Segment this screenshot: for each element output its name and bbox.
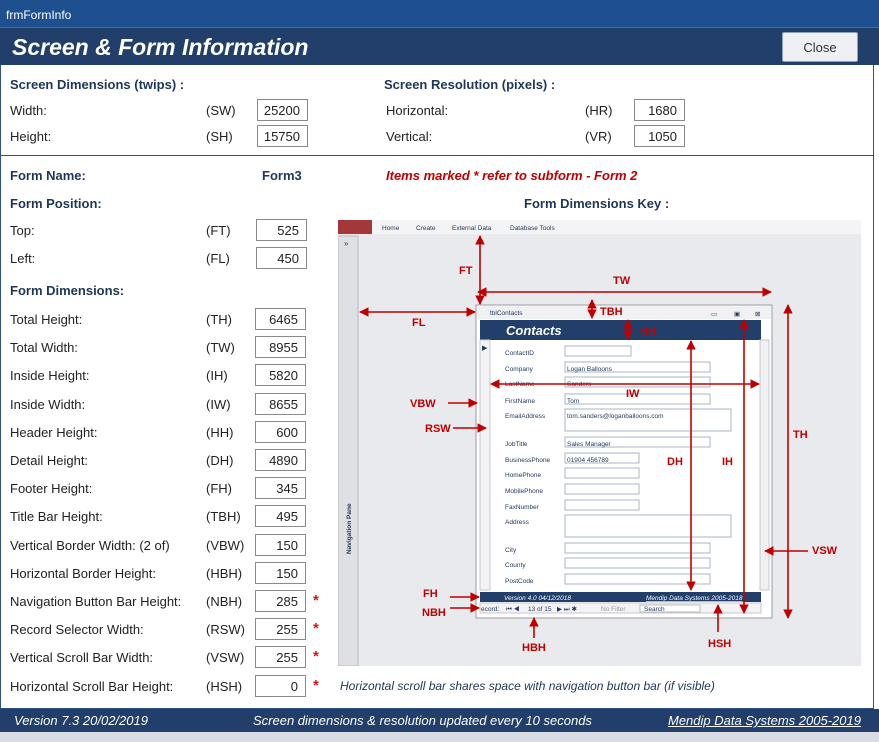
subform-note: Items marked * refer to subform - Form 2 bbox=[386, 168, 638, 183]
dim-label-vbw: Vertical Border Width: (2 of) bbox=[10, 537, 170, 553]
section-divider bbox=[1, 155, 873, 156]
dim-label-dh: Detail Height: bbox=[10, 453, 89, 468]
record-nav-prefix: ecord: bbox=[481, 606, 500, 613]
subform-field-label: FirstName bbox=[505, 398, 535, 405]
ribbon-tab-create: Create bbox=[416, 225, 436, 232]
dim-code-dh: (DH) bbox=[206, 453, 234, 468]
resolution-horizontal-code: (HR) bbox=[585, 103, 613, 118]
dim-field-tw[interactable]: 8955 bbox=[255, 336, 306, 358]
dim-field-hbh[interactable]: 150 bbox=[255, 562, 306, 584]
diagram-svg bbox=[338, 220, 861, 666]
footer-status: Screen dimensions & resolution updated every 10 seconds bbox=[253, 713, 592, 728]
navigation-pane-label: Navigation Pane bbox=[346, 503, 353, 554]
screen-width-code: (SW) bbox=[206, 103, 236, 118]
subform-field-label: BusinessPhone bbox=[505, 457, 551, 464]
subform-field-label: FaxNumber bbox=[505, 504, 539, 511]
subform-field-value: 01904 456789 bbox=[567, 457, 609, 464]
form-top-field[interactable]: 525 bbox=[256, 219, 307, 241]
subform-field-label: JobTitle bbox=[505, 441, 528, 448]
subform-marker: * bbox=[313, 620, 319, 638]
record-nav-search: Search bbox=[644, 606, 665, 613]
dim-code-ih: (IH) bbox=[206, 368, 228, 384]
subform-field-value: Tom bbox=[567, 398, 580, 405]
dim-label-tw: Total Width: bbox=[10, 340, 78, 356]
dim-label-fl: FL bbox=[412, 317, 426, 329]
dim-label-ft: FT bbox=[459, 265, 473, 277]
subform-field-label: EmailAddress bbox=[505, 413, 546, 420]
dim-label-vsw: Vertical Scroll Bar Width: bbox=[10, 650, 154, 666]
dim-code-hbh: (HBH) bbox=[206, 565, 243, 581]
dim-label-iw: IW bbox=[626, 388, 640, 400]
dim-code-vbw: (VBW) bbox=[206, 537, 245, 553]
subform-field-box bbox=[565, 543, 710, 553]
subform-tab: tblContacts bbox=[490, 310, 523, 317]
subform-restore-icon: ▣ bbox=[734, 311, 741, 318]
subform-marker: * bbox=[313, 648, 319, 666]
dim-field-tbh[interactable]: 495 bbox=[255, 505, 306, 527]
subform-field-label: Address bbox=[505, 519, 529, 526]
nav-pane-chevron-icon: » bbox=[344, 239, 349, 248]
resolution-horizontal-label: Horizontal: bbox=[386, 103, 449, 118]
close-button[interactable]: Close bbox=[782, 32, 858, 62]
dim-code-iw: (IW) bbox=[206, 396, 231, 412]
ribbon-tab-database-tools: Database Tools bbox=[510, 225, 555, 232]
form-position-heading: Form Position: bbox=[10, 196, 102, 211]
ribbon-tab-external-data: External Data bbox=[452, 225, 492, 232]
screen-dimensions-heading: Screen Dimensions (twips) : bbox=[10, 77, 185, 92]
dim-label-hh: Header Height: bbox=[10, 424, 98, 440]
dim-label-ih: Inside Height: bbox=[10, 368, 90, 384]
dim-label-rsw: RSW bbox=[425, 423, 451, 435]
screen-height-label: Height: bbox=[10, 129, 52, 144]
form-name-label: Form Name: bbox=[10, 168, 86, 183]
form-top-code: (FT) bbox=[206, 223, 231, 238]
form-dimensions-key-diagram bbox=[338, 220, 861, 666]
dim-label-hsh: Horizontal Scroll Bar Height: bbox=[10, 678, 174, 694]
ribbon-tab-home: Home bbox=[382, 225, 400, 232]
subform-field-label: PostCode bbox=[505, 578, 534, 585]
dim-code-vsw: (VSW) bbox=[206, 650, 245, 666]
subform-field-box bbox=[565, 468, 639, 478]
subform-field-label: MobilePhone bbox=[505, 488, 543, 495]
dim-label-tw: TW bbox=[613, 275, 631, 287]
form-left-field[interactable]: 450 bbox=[256, 247, 307, 269]
dim-label-ih: IH bbox=[722, 456, 733, 468]
dim-label-fh: Footer Height: bbox=[10, 481, 93, 497]
dim-label-nbh: Navigation Button Bar Height: bbox=[10, 594, 182, 609]
subform-field-label: LastName bbox=[505, 381, 535, 388]
form-dimensions-key-heading: Form Dimensions Key : bbox=[524, 196, 670, 211]
subform-field-label: HomePhone bbox=[505, 472, 542, 479]
page-title: Screen & Form Information bbox=[12, 34, 309, 60]
resolution-horizontal-field[interactable]: 1680 bbox=[634, 99, 685, 121]
subform-field-label: ContactID bbox=[505, 350, 534, 357]
subform-vertical-scrollbar bbox=[760, 340, 769, 590]
subform-footer-version: Version 4.0 04/12/2018 bbox=[504, 595, 571, 602]
subform-field-box bbox=[565, 515, 731, 537]
dim-code-hsh: (HSH) bbox=[206, 678, 243, 694]
subform-field-box bbox=[565, 500, 639, 510]
record-nav-next-icon: ▶ ⏭ ✱ bbox=[557, 606, 577, 613]
form-dimensions-heading: Form Dimensions: bbox=[10, 283, 125, 298]
record-nav-filter: No Filter bbox=[601, 606, 626, 613]
subform-minimize-icon: ▭ bbox=[711, 311, 718, 318]
subform-marker: * bbox=[313, 592, 319, 609]
subform-field-label: County bbox=[505, 562, 526, 569]
dim-label-th: Total Height: bbox=[10, 312, 83, 327]
record-selector bbox=[480, 340, 490, 590]
dim-label-hsh: HSH bbox=[708, 638, 732, 650]
subform-field-label: City bbox=[505, 547, 517, 554]
dim-code-nbh: (NBH) bbox=[206, 594, 243, 609]
dim-label-dh: DH bbox=[667, 456, 683, 468]
dim-label-hbh: HBH bbox=[522, 642, 546, 654]
dim-field-vbw[interactable]: 150 bbox=[255, 534, 306, 556]
form-header bbox=[0, 27, 879, 65]
screen-height-code: (SH) bbox=[206, 129, 233, 144]
screen-height-field[interactable]: 15750 bbox=[257, 125, 308, 147]
subform-marker: * bbox=[313, 676, 319, 694]
window-bottom-edge bbox=[0, 732, 879, 742]
dim-code-hh: (HH) bbox=[206, 424, 234, 440]
window-title: frmFormInfo bbox=[0, 0, 879, 27]
subform-field-value: Sales Manager bbox=[567, 441, 611, 448]
dim-code-fh: (FH) bbox=[206, 481, 232, 497]
dim-label-vbw: VBW bbox=[410, 398, 436, 410]
dim-label-tbh: TBH bbox=[600, 306, 623, 318]
dim-field-iw[interactable]: 8655 bbox=[255, 393, 306, 415]
subform-close-icon: ⊠ bbox=[755, 311, 761, 318]
dim-field-hh[interactable]: 600 bbox=[255, 421, 306, 443]
resolution-vertical-field[interactable]: 1050 bbox=[634, 125, 685, 147]
dim-field-rsw[interactable]: 255 bbox=[255, 618, 306, 640]
screen-width-field[interactable]: 25200 bbox=[257, 99, 308, 121]
footer-copyright-link[interactable]: Mendip Data Systems 2005-2019 bbox=[668, 713, 861, 728]
screen-width-label: Width: bbox=[10, 103, 47, 118]
dim-field-hsh[interactable]: 0 bbox=[255, 675, 306, 697]
resolution-vertical-label: Vertical: bbox=[386, 129, 433, 144]
subform-footer-copyright: Mendip Data Systems 2005-2018 bbox=[646, 595, 743, 602]
dim-field-ih[interactable]: 5820 bbox=[255, 364, 306, 386]
form-top-label: Top: bbox=[10, 223, 35, 238]
file-tab bbox=[338, 220, 372, 234]
dim-field-dh[interactable]: 4890 bbox=[255, 449, 306, 471]
dim-code-rsw: (RSW) bbox=[206, 622, 245, 638]
dim-code-tw: (TW) bbox=[206, 340, 235, 356]
dim-label-nbh: NBH bbox=[422, 607, 446, 619]
form-left-label: Left: bbox=[10, 251, 36, 266]
dim-label-iw: Inside Width: bbox=[10, 396, 86, 412]
subform-field-box bbox=[565, 346, 631, 356]
record-nav-position: 13 of 15 bbox=[528, 606, 552, 613]
subform-field-label: Company bbox=[505, 366, 533, 373]
dim-field-nbh[interactable]: 285 bbox=[255, 590, 306, 612]
dim-label-tbh: Title Bar Height: bbox=[10, 509, 103, 525]
subform-field-box bbox=[565, 574, 710, 584]
dim-code-th: (TH) bbox=[206, 312, 232, 327]
dim-label-hh: HH bbox=[640, 326, 656, 338]
dim-field-fh[interactable]: 345 bbox=[255, 477, 306, 499]
dim-label-th: TH bbox=[793, 429, 808, 441]
record-nav-first-icon: ⏮ ◀ bbox=[506, 606, 520, 613]
dim-field-th[interactable]: 6465 bbox=[255, 308, 306, 330]
dim-code-tbh: (TBH) bbox=[206, 509, 241, 525]
resolution-vertical-code: (VR) bbox=[585, 129, 612, 144]
form-footer bbox=[0, 709, 879, 732]
dim-label-vsw: VSW bbox=[812, 545, 838, 557]
dim-label-fh: FH bbox=[423, 588, 438, 600]
subform-field-value: tom.sanders@loganballoons.com bbox=[567, 413, 664, 420]
footer-version: Version 7.3 20/02/2019 bbox=[14, 713, 148, 728]
subform-field-box bbox=[565, 484, 639, 494]
record-selector-arrow-icon: ▶ bbox=[482, 345, 488, 352]
hscroll-note: Horizontal scroll bar shares space with navigation button bar (if visible) bbox=[340, 679, 715, 693]
dim-field-vsw[interactable]: 255 bbox=[255, 646, 306, 668]
screen-resolution-heading: Screen Resolution (pixels) : bbox=[384, 77, 556, 92]
form-left-code: (FL) bbox=[206, 251, 230, 266]
navigation-pane bbox=[338, 236, 358, 666]
dim-label-hbh: Horizontal Border Height: bbox=[10, 565, 156, 581]
subform-field-value: Logan Balloons bbox=[567, 366, 612, 373]
subform-title: Contacts bbox=[506, 323, 562, 338]
subform-field-box bbox=[565, 558, 710, 568]
subform-field-value: Sanders bbox=[567, 381, 592, 388]
dim-label-rsw: Record Selector Width: bbox=[10, 622, 144, 638]
form-name-value: Form3 bbox=[262, 168, 302, 183]
